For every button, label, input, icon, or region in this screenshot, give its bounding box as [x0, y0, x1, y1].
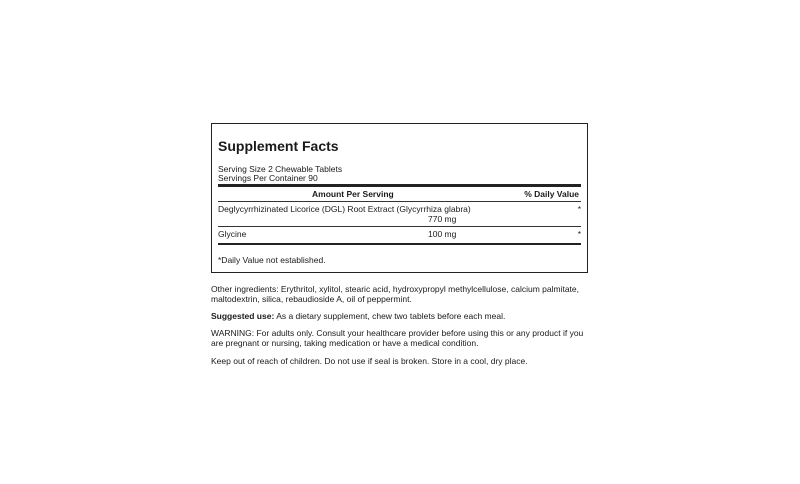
- ingredient-amount-dgl: 770 mg: [428, 214, 457, 224]
- header-rule: [218, 184, 581, 187]
- footer-rule: [218, 243, 581, 245]
- other-ingredients: Other ingredients: Erythritol, xylitol, stearic acid, hydroxypropyl methylcellulose, calcium palmitate, maltodextrin, silica, rebaudioside A, oil of peppermint.: [211, 284, 580, 304]
- divider: [218, 226, 581, 227]
- daily-value-note: *Daily Value not established.: [218, 255, 326, 265]
- serving-size: Serving Size 2 Chewable Tablets: [218, 164, 343, 174]
- ingredient-dv-glycine: *: [577, 229, 581, 239]
- storage-text: Keep out of reach of children. Do not use if seal is broken. Store in a cool, dry place.: [211, 356, 528, 366]
- ingredient-name-glycine: Glycine: [218, 229, 247, 239]
- daily-value-header: % Daily Value: [524, 189, 579, 199]
- suggested-use-label: Suggested use:: [211, 311, 275, 321]
- servings-per-container: Servings Per Container 90: [218, 173, 318, 183]
- ingredient-name-dgl: Deglycyrrhizinated Licorice (DGL) Root Extract (Glycyrrhiza glabra): [218, 204, 471, 214]
- facts-title: Supplement Facts: [218, 138, 339, 154]
- suggested-use: [211, 311, 591, 321]
- suggested-use-text: As a dietary supplement, chew two tablets before each meal.: [274, 311, 506, 321]
- warning-text: WARNING: For adults only. Consult your healthcare provider before using this or any product if you are pregnant or nursing, taking medication or have a medical condition.: [211, 328, 584, 348]
- divider: [218, 201, 581, 202]
- ingredient-dv-dgl: *: [577, 204, 581, 214]
- ingredient-amount-glycine: 100 mg: [428, 229, 457, 239]
- amount-per-serving-header: Amount Per Serving: [312, 189, 394, 199]
- supplement-facts-panel: [211, 123, 588, 273]
